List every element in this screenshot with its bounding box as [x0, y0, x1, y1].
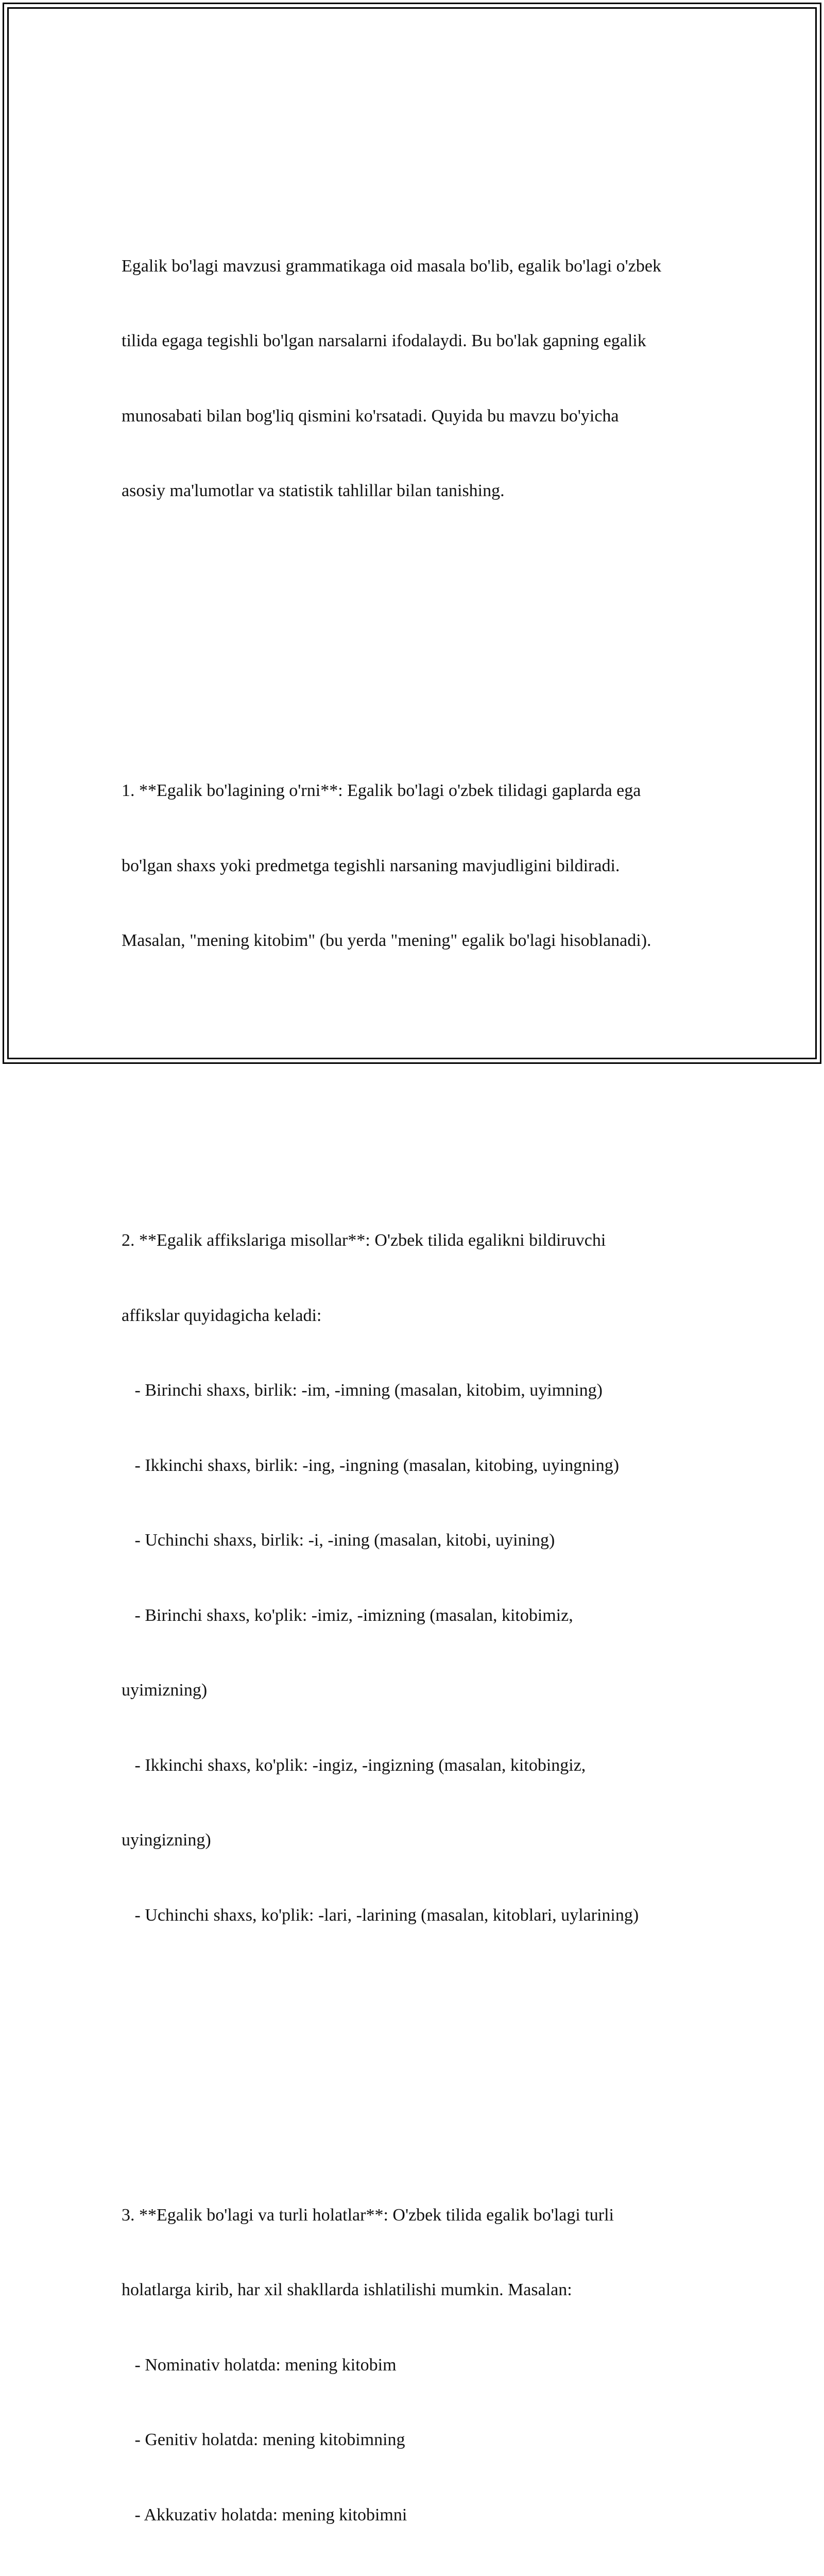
list-item: - Nominativ holatda: mening kitobim: [122, 2353, 729, 2378]
list-item: - Ikkinchi shaxs, birlik: -ing, -ingning (masalan, kitobing, uyingning): [122, 1453, 729, 1479]
paragraph-spacer: [122, 629, 729, 654]
text-line: Egalik bo'lagi mavzusi grammatikaga oid masala bo'lib, egalik bo'lagi o'zbek: [122, 254, 729, 279]
intro-paragraph: [122, 204, 729, 554]
section-1-paragraph: [122, 728, 729, 1004]
text-line: 2. **Egalik affikslariga misollar**: O'zbek tilida egalikni bildiruvchi: [122, 1228, 729, 1253]
list-item: - Akkuzativ holatda: mening kitobimni: [122, 2503, 729, 2528]
text-line: asosiy ma'lumotlar va statistik tahlillar bilan tanishing.: [122, 479, 729, 504]
list-item-continuation: uyingizning): [122, 1828, 729, 1853]
list-item: - Uchinchi shaxs, birlik: -i, -ining (masalan, kitobi, uyining): [122, 1528, 729, 1553]
paragraph-spacer: [122, 2053, 729, 2078]
text-line: tilida egaga tegishli bo'lgan narsalarni ifodalaydi. Bu bo'lak gapning egalik: [122, 329, 729, 354]
text-line: Masalan, "mening kitobim" (bu yerda "mening" egalik bo'lagi hisoblanadi).: [122, 928, 729, 954]
list-item: - Ikkinchi shaxs, ko'plik: -ingiz, -ingizning (masalan, kitobingiz,: [122, 1753, 729, 1778]
section-2-paragraph: [122, 1178, 729, 1978]
list-item: - Birinchi shaxs, birlik: -im, -imning (masalan, kitobim, uyimning): [122, 1378, 729, 1403]
list-item: - Uchinchi shaxs, ko'plik: -lari, -larining (masalan, kitoblari, uylarining): [122, 1903, 729, 1928]
list-item: - Birinchi shaxs, ko'plik: -imiz, -imizning (masalan, kitobimiz,: [122, 1603, 729, 1629]
text-line: affikslar quyidagicha keladi:: [122, 1303, 729, 1329]
document-body: [122, 129, 729, 2576]
section-3-paragraph: [122, 2153, 729, 2576]
paragraph-spacer: [122, 1078, 729, 1104]
text-line: munosabati bilan bog'liq qismini ko'rsatadi. Quyida bu mavzu bo'yicha: [122, 404, 729, 429]
text-line: holatlarga kirib, har xil shakllarda ishlatilishi mumkin. Masalan:: [122, 2278, 729, 2303]
text-line: 1. **Egalik bo'lagining o'rni**: Egalik bo'lagi o'zbek tilidagi gaplarda ega: [122, 778, 729, 804]
text-line: 3. **Egalik bo'lagi va turli holatlar**: O'zbek tilida egalik bo'lagi turli: [122, 2203, 729, 2228]
list-item-continuation: uyimizning): [122, 1678, 729, 1703]
list-item: - Genitiv holatda: mening kitobimning: [122, 2428, 729, 2453]
text-line: bo'lgan shaxs yoki predmetga tegishli narsaning mavjudligini bildiradi.: [122, 854, 729, 879]
